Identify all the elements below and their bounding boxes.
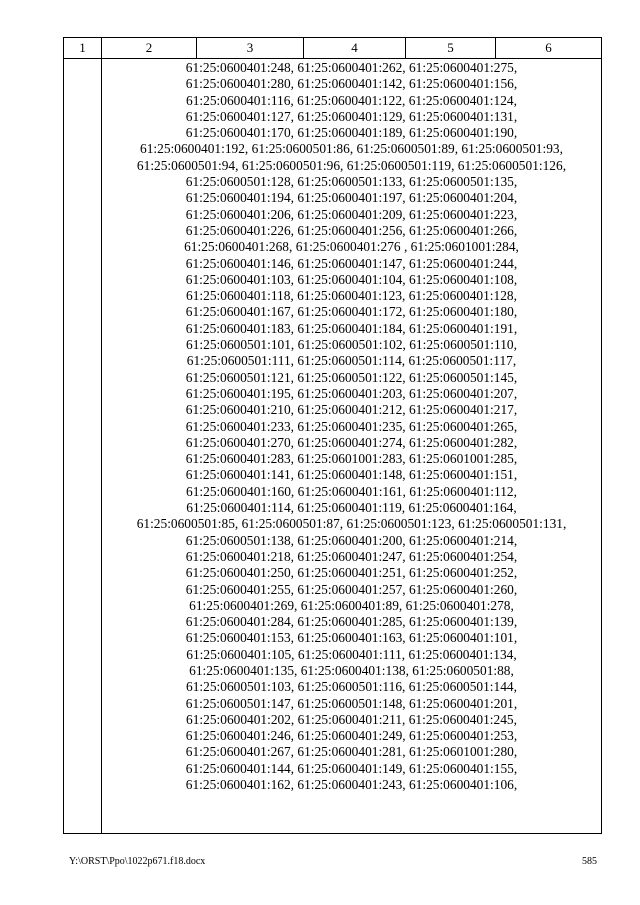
text-line: 61:25:0600401:280, 61:25:0600401:142, 61:25:0600401:156,: [185, 76, 518, 92]
text-line: 61:25:0600401:153, 61:25:0600401:163, 61:25:0600401:101,: [185, 630, 518, 646]
text-line: 61:25:0600401:116, 61:25:0600401:122, 61:25:0600401:124,: [186, 92, 517, 108]
text-line: 61:25:0600501:94, 61:25:0600501:96, 61:25:0600501:119, 61:25:0600501:126,: [136, 157, 567, 173]
data-table: [63, 37, 602, 834]
table-header-row: [64, 38, 602, 59]
text-line: 61:25:0600401:284, 61:25:0600401:285, 61:25:0600401:139,: [185, 614, 518, 630]
text-line: 61:25:0600401:170, 61:25:0600401:189, 61:25:0600401:190,: [185, 125, 518, 141]
text-line: 61:25:0600401:248, 61:25:0600401:262, 61:25:0600401:275,: [185, 60, 518, 75]
text-line: 61:25:0600401:269, 61:25:0600401:89, 61:25:0600401:278,: [189, 597, 514, 613]
footer-page-number: 585: [582, 856, 597, 867]
text-line: 61:25:0600401:160, 61:25:0600401:161, 61:25:0600401:112,: [186, 483, 517, 499]
text-line: 61:25:0600401:105, 61:25:0600401:111, 61:25:0600401:134,: [186, 646, 517, 662]
footer-file-path: Y:\ORST\Ppo\1022p671.f18.docx: [69, 856, 206, 867]
text-line: 61:25:0600501:85, 61:25:0600501:87, 61:25:0600501:123, 61:25:0600501:131,: [136, 516, 567, 532]
text-line: 61:25:0600401:127, 61:25:0600401:129, 61:25:0600401:131,: [185, 108, 518, 124]
text-line: 61:25:0600401:195, 61:25:0600401:203, 61:25:0600401:207,: [185, 385, 518, 401]
text-line: 61:25:0600401:146, 61:25:0600401:147, 61:25:0600401:244,: [185, 255, 518, 271]
text-line: 61:25:0600401:270, 61:25:0600401:274, 61:25:0600401:282,: [185, 434, 518, 450]
column-header: 3: [197, 38, 304, 59]
text-line: 61:25:0600401:246, 61:25:0600401:249, 61:25:0600401:253,: [185, 728, 518, 744]
text-line: 61:25:0600501:111, 61:25:0600501:114, 61:25:0600501:117,: [186, 353, 517, 369]
text-line: 61:25:0600401:135, 61:25:0600401:138, 61:25:0600501:88,: [189, 662, 514, 678]
text-line: 61:25:0600401:233, 61:25:0600401:235, 61:25:0600401:265,: [185, 418, 518, 434]
text-line: 61:25:0600401:210, 61:25:0600401:212, 61:25:0600401:217,: [185, 402, 518, 418]
text-line: 61:25:0600401:218, 61:25:0600401:247, 61:25:0600401:254,: [185, 548, 518, 564]
text-line: 61:25:0600401:194, 61:25:0600401:197, 61:25:0600401:204,: [185, 190, 518, 206]
text-line: 61:25:0600501:101, 61:25:0600501:102, 61:25:0600501:110,: [186, 337, 517, 353]
text-line: 61:25:0600401:162, 61:25:0600401:243, 61:25:0600401:106,: [185, 777, 518, 793]
text-line: 61:25:0600401:118, 61:25:0600401:123, 61:25:0600401:128,: [186, 288, 517, 304]
text-line: 61:25:0600401:283, 61:25:0601001:283, 61:25:0601001:285,: [185, 451, 518, 467]
text-line: 61:25:0600401:144, 61:25:0600401:149, 61:25:0600401:155,: [185, 760, 518, 776]
table-cell-merged: [102, 59, 602, 834]
text-line: 61:25:0600401:141, 61:25:0600401:148, 61:25:0600401:151,: [185, 467, 518, 483]
text-line: 61:25:0600401:192, 61:25:0600501:86, 61:25:0600501:89, 61:25:0600501:93,: [140, 141, 563, 157]
text-line: 61:25:0600401:226, 61:25:0600401:256, 61:25:0600401:266,: [185, 222, 518, 238]
text-line: 61:25:0600501:147, 61:25:0600501:148, 61:25:0600401:201,: [185, 695, 518, 711]
text-line: 61:25:0600401:267, 61:25:0600401:281, 61:25:0601001:280,: [185, 744, 518, 760]
text-line: 61:25:0600501:128, 61:25:0600501:133, 61:25:0600501:135,: [185, 174, 518, 190]
column-header: 4: [304, 38, 406, 59]
text-line: 61:25:0600401:114, 61:25:0600401:119, 61:25:0600401:164,: [186, 500, 517, 516]
table-row: [64, 59, 602, 834]
text-line: 61:25:0600501:138, 61:25:0600401:200, 61:25:0600401:214,: [185, 532, 518, 548]
text-line: 61:25:0600401:103, 61:25:0600401:104, 61:25:0600401:108,: [185, 271, 518, 287]
column-header: 1: [64, 38, 102, 59]
text-line: 61:25:0600401:255, 61:25:0600401:257, 61:25:0600401:260,: [185, 581, 518, 597]
text-line: 61:25:0600501:121, 61:25:0600501:122, 61:25:0600501:145,: [185, 369, 518, 385]
text-line: 61:25:0600401:268, 61:25:0600401:276 , 61:25:0601001:284,: [184, 239, 519, 255]
text-line: 61:25:0600401:250, 61:25:0600401:251, 61:25:0600401:252,: [185, 565, 518, 581]
column-header: 5: [406, 38, 496, 59]
text-line: 61:25:0600401:167, 61:25:0600401:172, 61:25:0600401:180,: [185, 304, 518, 320]
text-line: 61:25:0600401:183, 61:25:0600401:184, 61:25:0600401:191,: [185, 320, 518, 336]
column-header: 2: [102, 38, 197, 59]
cadastral-numbers-text: [102, 59, 601, 793]
table-cell-col1: [64, 59, 102, 834]
column-header: 6: [496, 38, 602, 59]
text-line: 61:25:0600401:206, 61:25:0600401:209, 61:25:0600401:223,: [185, 206, 518, 222]
text-line: 61:25:0600401:202, 61:25:0600401:211, 61:25:0600401:245,: [186, 711, 517, 727]
text-line: 61:25:0600501:103, 61:25:0600501:116, 61:25:0600501:144,: [186, 679, 517, 695]
